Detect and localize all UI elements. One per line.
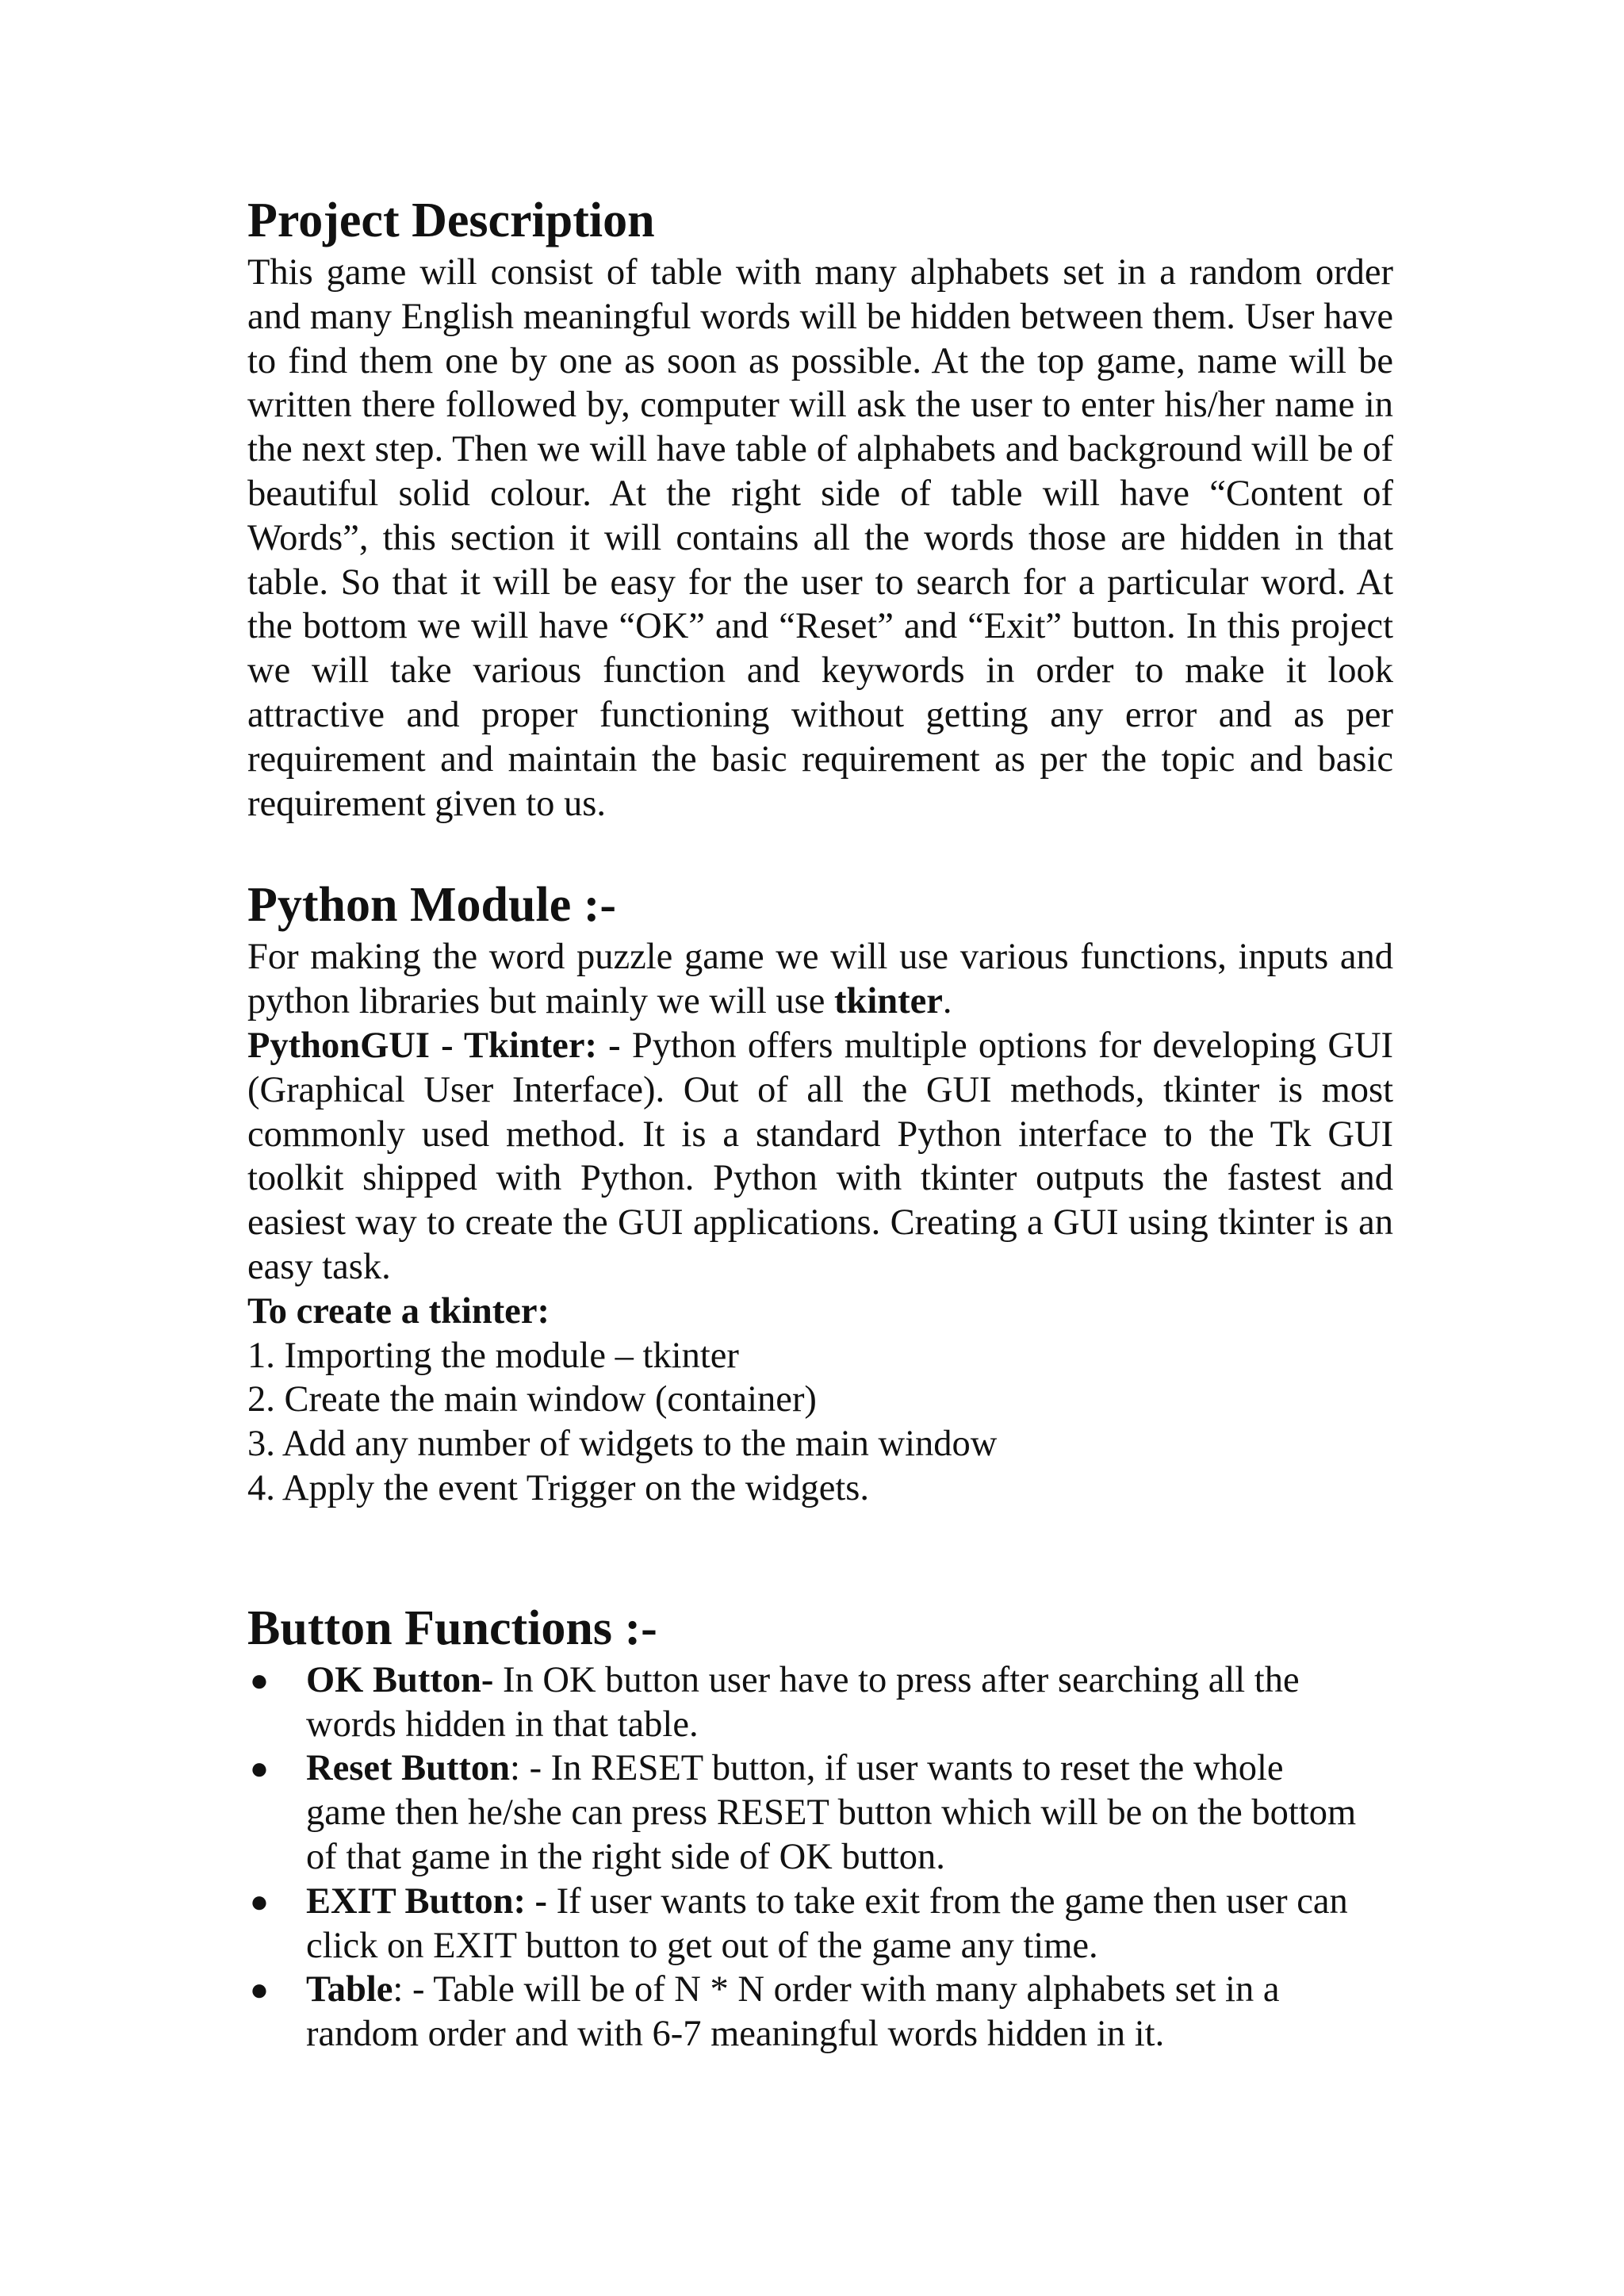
bullet-icon: ● xyxy=(249,1883,270,1919)
list-item-label: Table xyxy=(306,1969,393,2010)
list-item-text: : - Table will be of N * N order with many alphabets set in a random order and with 6-7 meaningful words hidden in it. xyxy=(306,1969,1280,2055)
create-tkinter-label: To create a tkinter: xyxy=(247,1290,550,1332)
python-gui-paragraph xyxy=(247,1024,1393,1290)
tkinter-step: 4. Apply the event Trigger on the widgets. xyxy=(247,1467,869,1508)
tkinter-step: 2. Create the main window (container) xyxy=(247,1379,817,1420)
bullet-icon: ● xyxy=(249,1972,270,2008)
python-gui-label: PythonGUI - Tkinter: - xyxy=(247,1025,621,1066)
list-item xyxy=(247,1746,1361,1879)
project-description-body: This game will consist of table with many alphabets set in a random order and many English meaningful words will be hidden between them. User have to find them one by one as soon as possible. At the top game, name will be written there followed by, computer will ask the user to enter his/her name in the next step. Then we will have table of alphabets and background will be of beautiful solid colour. At the right side of table will have “Content of Words”, this section it will contains all the words those are hidden in that table. So that it will be easy for the user to search for a particular word. At the bottom we will have “OK” and “Reset” and “Exit” button. In this project we will take various function and keywords in order to make it look attractive and proper functioning without getting any error and as per requirement and maintain the basic requirement as per the topic and basic requirement given to us. xyxy=(247,252,1393,824)
document-content xyxy=(247,190,1393,2056)
project-description-heading: Project Description xyxy=(247,194,655,247)
python-gui-text: Python offers multiple options for developing GUI (Graphical User Interface). Out of all the GUI methods, tkinter is most commonly used method. It is a standard Python interface to the Tk GUI toolkit shipped with Python. Python with tkinter outputs the fastest and easiest way to create the GUI applications. Creating a GUI using tkinter is an easy task. xyxy=(247,1025,1394,1287)
list-item xyxy=(247,1880,1361,1968)
python-module-intro-end: . xyxy=(942,981,952,1022)
list-item-label: Reset Button xyxy=(306,1748,511,1789)
tkinter-step: 1. Importing the module – tkinter xyxy=(247,1335,739,1376)
list-item-text: : - In RESET button, if user wants to reset the whole game then he/she can press RESET button which will be on the bottom of that game in the right side of OK button. xyxy=(306,1748,1357,1877)
python-module-intro xyxy=(247,935,1393,1024)
button-functions-list xyxy=(247,1658,1393,2056)
bullet-icon: ● xyxy=(249,1750,270,1787)
tkinter-step: 3. Add any number of widgets to the main window xyxy=(247,1424,998,1465)
list-item xyxy=(247,1658,1361,1747)
python-module-intro-text: For making the word puzzle game we will use various functions, inputs and python libraries but mainly we will use xyxy=(247,937,1393,1022)
list-item-text: If user wants to take exit from the game then user can click on EXIT button to get out of the game any time. xyxy=(306,1880,1348,1966)
tkinter-steps-list xyxy=(247,1334,1393,1511)
list-item xyxy=(247,1968,1361,2056)
bullet-icon: ● xyxy=(249,1662,270,1698)
list-item-label: OK Button- xyxy=(306,1659,494,1700)
button-functions-heading: Button Functions :- xyxy=(247,1600,657,1655)
create-tkinter-label-line xyxy=(247,1290,1393,1334)
python-module-heading: Python Module :- xyxy=(247,878,616,933)
list-item-label: EXIT Button: - xyxy=(306,1880,548,1922)
list-item-text: In OK button user have to press after searching all the words hidden in that table. xyxy=(306,1659,1300,1745)
tkinter-bold: tkinter xyxy=(834,981,943,1022)
